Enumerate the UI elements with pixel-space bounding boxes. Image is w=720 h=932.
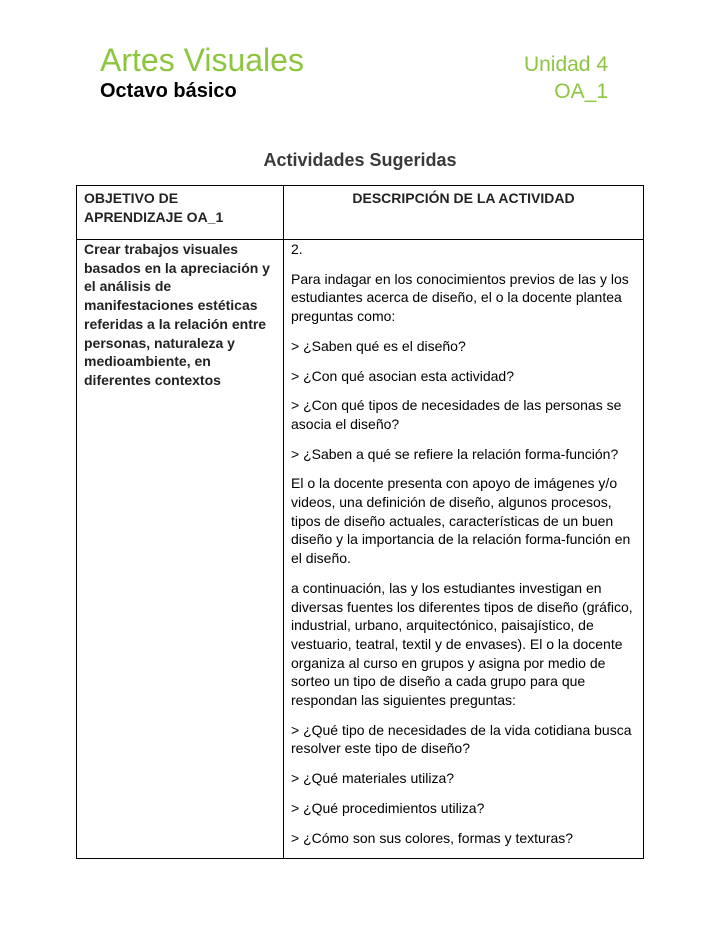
unit-label: Unidad 4 — [523, 53, 608, 76]
subject-title: Artes Visuales — [100, 42, 304, 78]
description-paragraph: Para indagar en los conocimientos previos de las y los estudiantes acerca de diseño, el o la docente plantea preguntas como: — [291, 270, 629, 325]
objective-column-header: OBJETIVO DE APRENDIZAJE OA_1 — [77, 186, 284, 240]
description-paragraph: a continuación, las y los estudiantes investigan en diversas fuentes los diferentes tipos de diseño (gráfico, industrial, urbano, arquitectónico, paisajístico, de vestuario, teatral, textil y de envases). El o la docente organiza al curso en grupos y asigna por medio de sorteo un tipo de diseño a cada grupo para que respondan las siguientes preguntas: — [291, 579, 633, 709]
activities-table — [76, 185, 644, 859]
description-paragraph: El o la docente presenta con apoyo de imágenes y/o videos, una definición de diseño, algunos procesos, tipos de diseño actuales, características de un buen diseño y la importancia de la relación forma-función en el diseño. — [291, 475, 631, 567]
table-row — [77, 240, 644, 859]
question-item: > ¿Saben a qué se refiere la relación forma-función? — [291, 445, 619, 462]
question-item: > ¿Qué materiales utiliza? — [291, 770, 455, 787]
description-column-header: DESCRIPCIÓN DE LA ACTIVIDAD — [284, 186, 644, 240]
description-cell — [284, 240, 644, 859]
question-item: > ¿Con qué asocian esta actividad? — [291, 367, 514, 384]
question-item: > ¿Qué tipo de necesidades de la vida cotidiana busca resolver este tipo de diseño? — [291, 721, 632, 757]
section-title: Actividades Sugeridas — [263, 150, 457, 170]
oa-label: OA_1 — [554, 80, 608, 103]
question-item: > ¿Saben qué es el diseño? — [291, 337, 466, 354]
activity-number: 2. — [291, 241, 303, 257]
grade-subtitle: Octavo básico — [100, 80, 237, 102]
objective-cell: Crear trabajos visuales basados en la apreciación y el análisis de manifestaciones estéticas referidas a la relación entre personas, naturaleza y medioambiente, en diferentes contextos — [77, 240, 284, 859]
question-item: > ¿Con qué tipos de necesidades de las personas se asocia el diseño? — [291, 397, 622, 432]
question-item: > ¿Cómo son sus colores, formas y texturas? — [291, 829, 574, 846]
table-header-row — [77, 186, 644, 240]
question-item: > ¿Qué procedimientos utiliza? — [291, 799, 485, 816]
